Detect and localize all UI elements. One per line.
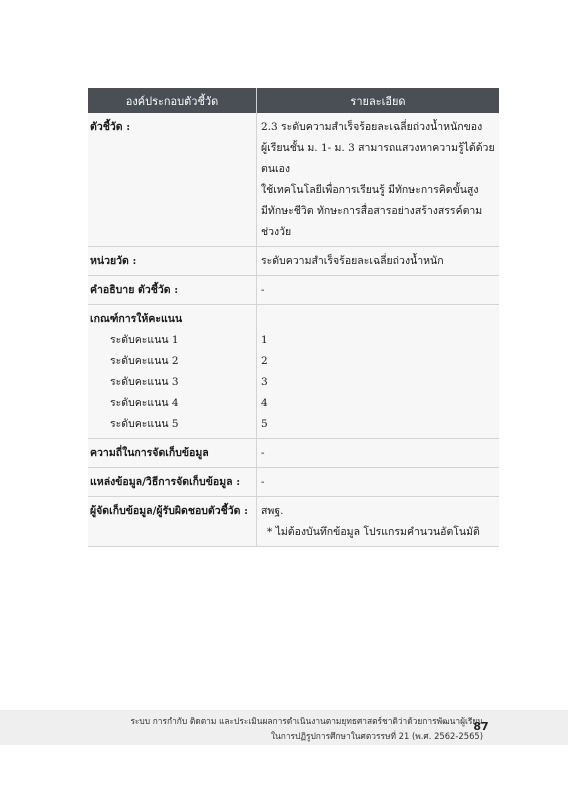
table-row-collector xyxy=(88,497,499,547)
footer-line2: ในการปฏิรูปการศึกษาในศตวรรษที่ 21 (พ.ศ. 2562-2565) xyxy=(270,731,483,741)
description-label: คำอธิบาย ตัวชี้วัด : xyxy=(88,276,257,305)
level-label: ระดับคะแนน 1 xyxy=(110,334,179,346)
table-row-description xyxy=(88,276,499,305)
collector-value xyxy=(257,497,500,547)
level-label: ระดับคะแนน 5 xyxy=(110,418,179,430)
collector-note: * ไม่ต้องบันทึกข้อมูล โปรแกรมคำนวนอัตโนมัติ xyxy=(267,526,480,538)
level-value: 3 xyxy=(261,376,268,388)
table-row-unit xyxy=(88,247,499,276)
indicator-value xyxy=(257,113,500,247)
indicator-line: ใช้เทคโนโลยีเพื่อการเรียนรู้ มีทักษะการคิดขั้นสูง xyxy=(261,184,479,196)
header-detail: รายละเอียด xyxy=(257,88,500,113)
level-value: 5 xyxy=(261,418,268,430)
frequency-label: ความถี่ในการจัดเก็บข้อมูล xyxy=(88,439,257,468)
description-value: - xyxy=(257,276,500,305)
indicator-label: ตัวชี้วัด : xyxy=(88,113,257,247)
collector-label: ผู้จัดเก็บข้อมูล/ผู้รับผิดชอบตัวชี้วัด : xyxy=(88,497,257,547)
source-value: - xyxy=(257,468,500,497)
header-component: องค์ประกอบตัวชี้วัด xyxy=(88,88,257,113)
source-label: แหล่งข้อมูล/วิธีการจัดเก็บข้อมูล : xyxy=(88,468,257,497)
level-label: ระดับคะแนน 4 xyxy=(110,397,179,409)
collector-name: สพฐ. xyxy=(261,505,284,517)
level-value: 4 xyxy=(261,397,268,409)
indicator-table xyxy=(88,88,499,547)
table-row-indicator xyxy=(88,113,499,247)
indicator-line: 2.3 ระดับความสำเร็จร้อยละเฉลี่ยถ่วงน้ำหนักของ xyxy=(261,121,483,133)
table-row-source xyxy=(88,468,499,497)
level-value: 2 xyxy=(261,355,268,367)
table-row-frequency xyxy=(88,439,499,468)
unit-value: ระดับความสำเร็จร้อยละเฉลี่ยถ่วงน้ำหนัก xyxy=(257,247,500,276)
level-value: 1 xyxy=(261,334,268,346)
indicator-line: ผู้เรียนชั้น ม. 1- ม. 3 สามารถแสวงหาความรู้ได้ด้วยตนเอง xyxy=(261,142,495,175)
frequency-value: - xyxy=(257,439,500,468)
level-label: ระดับคะแนน 3 xyxy=(110,376,179,388)
footer-line1: ระบบ การกำกับ ติดตาม และประเมินผลการดำเนินงานตามยุทธศาสตร์ชาติว่าด้วยการพัฒนาผู้เรียน xyxy=(130,716,483,726)
table-row-criteria xyxy=(88,305,499,439)
criteria-values xyxy=(257,305,500,439)
criteria-label: เกณฑ์การให้คะแนน xyxy=(90,313,183,325)
indicator-line: มีทักษะชีวิต ทักษะการสื่อสารอย่างสร้างสรรค์ตามช่วงวัย xyxy=(261,205,483,238)
unit-label: หน่วยวัด : xyxy=(88,247,257,276)
criteria-cell xyxy=(88,305,257,439)
page-number: 87 xyxy=(473,720,489,733)
level-label: ระดับคะแนน 2 xyxy=(110,355,179,367)
footer-text xyxy=(63,714,483,744)
table-header-row xyxy=(88,88,499,113)
